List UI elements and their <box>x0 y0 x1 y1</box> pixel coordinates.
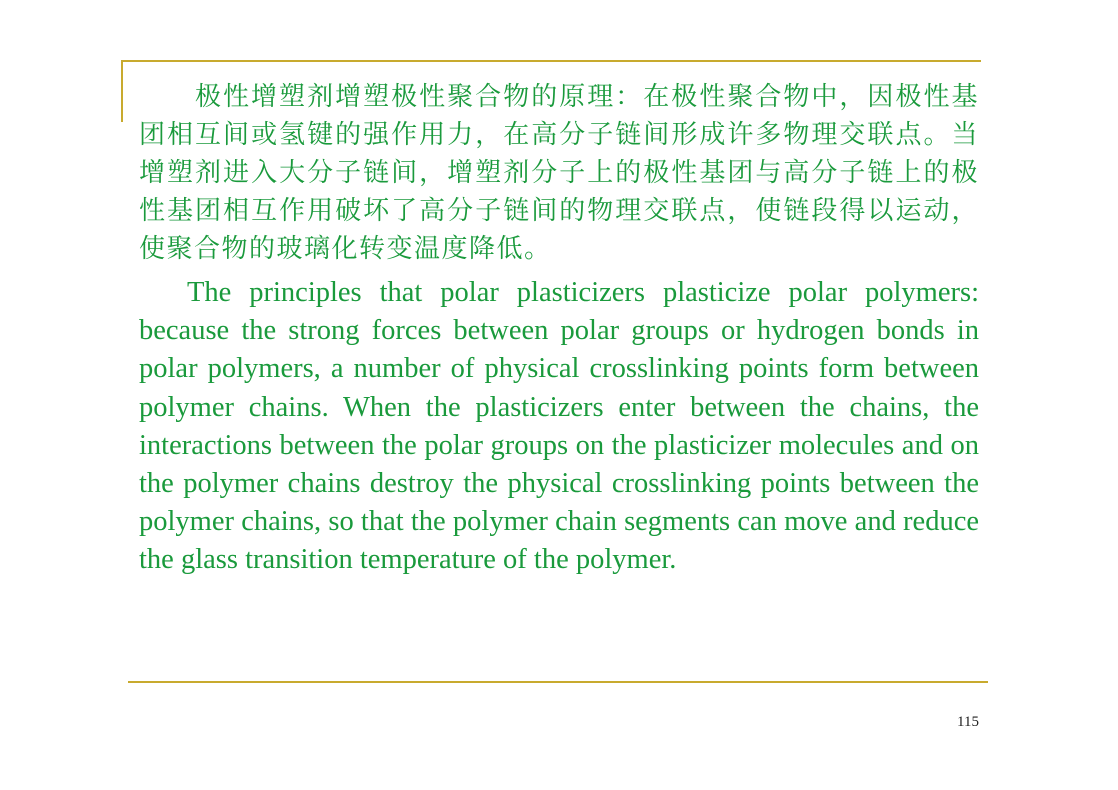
top-divider-line <box>123 60 981 62</box>
slide-body <box>139 78 979 580</box>
page-number: 115 <box>957 714 979 730</box>
bottom-divider-line <box>128 681 988 683</box>
english-paragraph: The principles that polar plasticizers plasticize polar polymers: because the strong forces between polar groups or hydrogen bonds in polar polymers, a number of physical crosslinking points form between polymer chains. When the plasticizers enter between the chains, the interactions between the polar groups on the plasticizer molecules and on the polymer chains destroy the physical crosslinking points between the polymer chains, so that the polymer chain segments can move and reduce the glass transition temperature of the polymer. <box>139 277 979 576</box>
chinese-paragraph: 极性增塑剂增塑极性聚合物的原理：在极性聚合物中，因极性基团相互间或氢键的强作用力，在高分子链间形成许多物理交联点。当增塑剂进入大分子链间，增塑剂分子上的极性基团与高分子链上的极性基团相互作用破坏了高分子链间的物理交联点，使链段得以运动，使聚合物的玻璃化转变温度降低。 <box>139 82 979 264</box>
left-accent-line <box>121 60 123 122</box>
